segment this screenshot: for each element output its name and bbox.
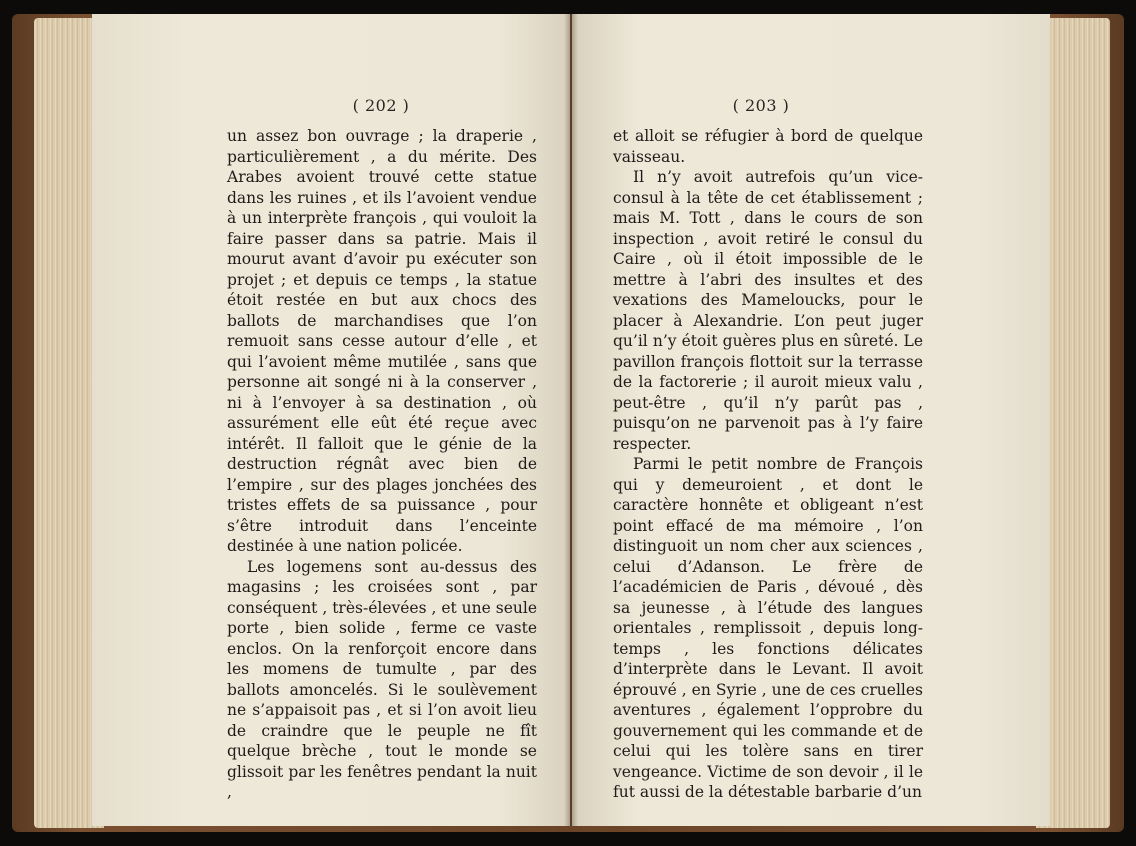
- left-page-number: ( 202 ): [352, 96, 410, 115]
- right-paragraph-3: Parmi le petit nombre de François qui y demeuroient , et dont le caractère honnête et obligeant n’est point effacé de ma mémoire , l’on distinguoit un nom cher aux sciences , celui d’Adanson. Le frère de l’académicien de Paris , dévoué , dès sa jeunesse , à l’étude des langues orientales , remplissoit , depuis long-temps , les fonctions délicates d’interprète dans le Levant. Il avoit éprouvé , en Syrie , une de ces cruelles aventures , également l’opprobre du gouvernement qui les commande et de celui qui les tolère sans en tirer vengeance. Victime de son devoir , il le fut aussi de la détestable barbarie d’un: [613, 455, 923, 801]
- right-paragraph-2: Il n’y avoit autrefois qu’un vice-consul à la tête de cet établissement ; mais M. Tott , dans le cours de son inspection , avoit retiré le consul du Caire , où il étoit impossible de le mettre à l’abri des insultes et des vexations des Mameloucks, pour le placer à Alexandrie. L’on peut juger qu’il n’y étoit guères plus en sûreté. Le pavillon françois flottoit sur la terrasse de la factorerie ; il auroit mieux valu , peut-être , qu’il n’y parût pas , puisqu’on ne parvenoit pas à l’y faire respecter.: [613, 168, 923, 453]
- right-paragraph-1: et alloit se réfugier à bord de quelque vaisseau.: [613, 127, 923, 166]
- right-page-text: [613, 126, 923, 803]
- left-paragraph-2: Les logemens sont au-dessus des magasins ; les croisées sont , par conséquent , très-élevées , et une seule porte , bien solide , ferme ce vaste enclos. On la renforçoit encore dans les momens de tumulte , par des ballots amoncelés. Si le soulèvement ne s’appaisoit pas , et si l’on avoit lieu de craindre que le peuple ne fît quelque brèche , tout le monde se glissoit par les fenêtres pendant la nuit ,: [227, 557, 537, 801]
- right-page-number: ( 203 ): [732, 96, 790, 115]
- book-gutter: [564, 14, 578, 826]
- left-page-text: [227, 126, 537, 803]
- left-paragraph-1: un assez bon ouvrage ; la draperie , particulièrement , a du mérite. Des Arabes avoient trouvé cette statue dans les ruines , et ils l’avoient vendue à un interprète françois , qui vouloit la faire passer dans sa patrie. Mais il mourut avant d’avoir pu exécuter son projet ; et depuis ce temps , la statue étoit restée en but aux chocs des ballots de marchandises que l’on remuoit sans cesse autour d’elle , et qui l’avoient même mutilée , sans que personne ait songé ni à la conserver , ni à l’envoyer à sa destination , où assurément elle eût été reçue avec intérêt. Il falloit que le génie de la destruction régnât avec bien de l’empire , sur des plages jonchées des tristes effets de sa puissance , pour s’être introduit dans l’enceinte destinée à une nation policée.: [227, 127, 537, 555]
